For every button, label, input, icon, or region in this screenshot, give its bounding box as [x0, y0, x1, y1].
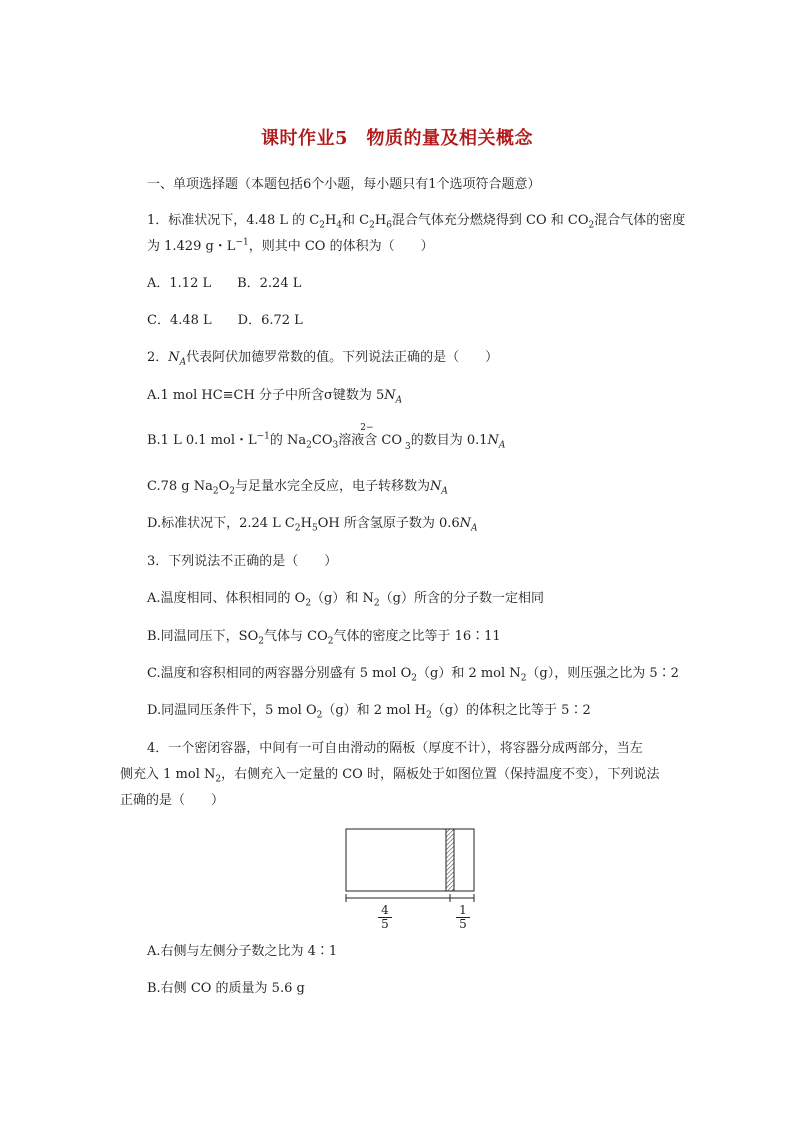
section-heading: 一、单项选择题（本题包括6个小题，每小题只有1个选项符合题意）	[147, 177, 541, 192]
page-title: 课时作业5 物质的量及相关概念	[260, 128, 534, 149]
q3-stem: 3．下列说法不正确的是（ ）	[147, 554, 338, 569]
fraction-left: $\frac{4}{5}$	[378, 904, 392, 931]
q2-stem: 2．$N_A$代表阿伏加德罗常数的值。下列说法正确的是（ ）	[147, 350, 499, 368]
partition-plate	[446, 829, 454, 891]
q3-option-d: D.同温同压条件下，5 mol $O_2(g)$和 2 mol $H_2(g)$的体积之比等于 5∶2	[147, 703, 591, 721]
container-outline	[346, 829, 474, 891]
q1-options-ab: A．1.12 L B．2.24 L	[147, 276, 302, 291]
q4-stem-line1: 4．一个密闭容器，中间有一可自由滑动的隔板（厚度不计），将容器分成两部分，当左	[147, 741, 643, 756]
q4-option-a: A.右侧与左侧分子数之比为 4∶1	[147, 944, 338, 959]
container-diagram	[340, 824, 480, 902]
fraction-right: $\frac{1}{5}$	[456, 904, 470, 931]
q1-stem-line1: 1．标准状况下，4.48 L 的 $C_2H_4$和 $C_2H_6$混合气体充分燃烧得到 CO 和 $CO_2$混合气体的密度	[147, 213, 686, 231]
q2-option-b: B.1 L 0.1 mol・$L^{-1}$的 $Na_2CO_3$溶液含 CO 2− $_3$的数目为 $0.1N_A$	[147, 423, 506, 452]
q4-stem-line3: 正确的是（ ）	[120, 793, 225, 808]
q3-option-c: C.温度和容积相同的两容器分别盛有 5 mol $O_2(g)$和 2 mol $N_2(g)$，则压强之比为 5∶2	[147, 666, 679, 684]
q2-option-c: C.78 g $Na_2O_2$与足量水完全反应，电子转移数为$N_A$	[147, 479, 448, 497]
q1-options-cd: C．4.48 L D．6.72 L	[147, 313, 303, 328]
q2-option-d: D.标准状况下，2.24 L $C_2H_5OH$ 所含氢原子数为 $0.6N_A$	[147, 516, 478, 534]
carbonate-ion: 溶液含 CO 2− $_3$	[338, 423, 411, 452]
q3-option-b: B.同温同压下，$SO_2$气体与 $CO_2$气体的密度之比等于 16∶11	[147, 629, 501, 647]
q4-stem-line2: 侧充入 1 mol $N_2$，右侧充入一定量的 CO 时，隔板处于如图位置（保持温度不变），下列说法	[120, 767, 660, 785]
q3-option-a: A.温度相同、体积相同的 $O_2(g)$和 $N_2(g)$所含的分子数一定相同	[147, 591, 544, 609]
q4-option-b: B.右侧 CO 的质量为 5.6 g	[147, 981, 305, 996]
q2-option-a: A.1 mol HC≡CH 分子中所含σ键数为 $5N_A$	[147, 388, 403, 406]
q1-stem-line2: 为 1.429 g・$L^{-1}$，则其中 CO 的体积为（ ）	[147, 237, 434, 254]
